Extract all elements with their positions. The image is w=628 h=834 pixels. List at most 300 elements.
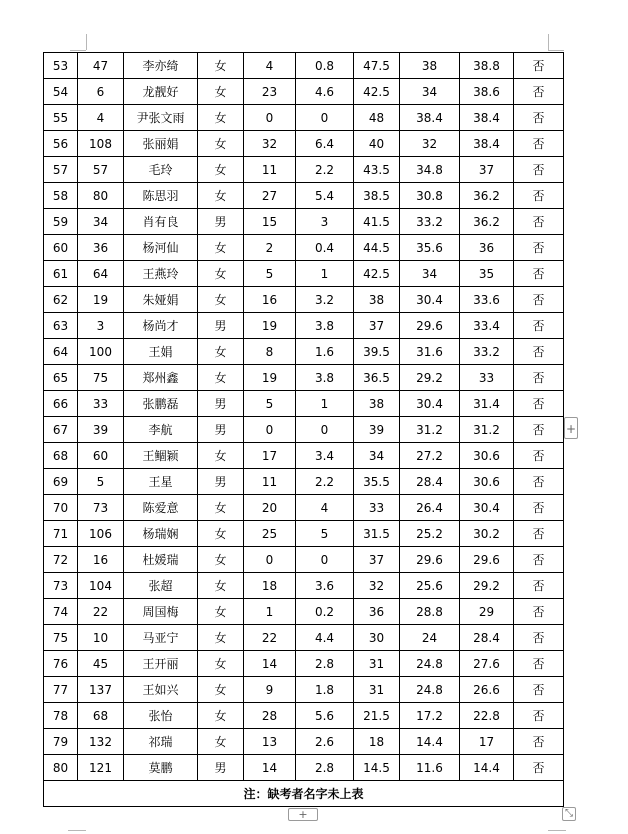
score-a-cell: 9 <box>244 677 296 703</box>
table-row <box>44 573 564 599</box>
score-a-cell: 32 <box>244 131 296 157</box>
rank-cell: 77 <box>44 677 78 703</box>
score-b-cell: 41.5 <box>354 209 400 235</box>
score-a-cell: 5 <box>244 261 296 287</box>
score-b-weighted-cell: 30.4 <box>400 287 460 313</box>
score-a-weighted-cell: 1 <box>296 391 354 417</box>
rank-cell: 79 <box>44 729 78 755</box>
exam-number-cell: 106 <box>78 521 124 547</box>
admitted-cell: 否 <box>514 521 564 547</box>
table-row <box>44 261 564 287</box>
admitted-cell: 否 <box>514 105 564 131</box>
rank-cell: 62 <box>44 287 78 313</box>
rank-cell: 59 <box>44 209 78 235</box>
exam-number-cell: 5 <box>78 469 124 495</box>
total-cell: 38.6 <box>460 79 514 105</box>
score-b-cell: 42.5 <box>354 261 400 287</box>
name-cell: 马亚宁 <box>124 625 198 651</box>
score-a-weighted-cell: 3.4 <box>296 443 354 469</box>
gender-cell: 女 <box>198 521 244 547</box>
rank-cell: 68 <box>44 443 78 469</box>
admitted-cell: 否 <box>514 677 564 703</box>
name-cell: 王如兴 <box>124 677 198 703</box>
total-cell: 36 <box>460 235 514 261</box>
admitted-cell: 否 <box>514 547 564 573</box>
rank-cell: 57 <box>44 157 78 183</box>
score-b-weighted-cell: 38.4 <box>400 105 460 131</box>
score-b-weighted-cell: 24.8 <box>400 677 460 703</box>
exam-number-cell: 4 <box>78 105 124 131</box>
score-a-cell: 14 <box>244 755 296 781</box>
rank-cell: 64 <box>44 339 78 365</box>
score-b-cell: 36.5 <box>354 365 400 391</box>
score-b-cell: 38 <box>354 287 400 313</box>
score-a-cell: 23 <box>244 79 296 105</box>
exam-number-cell: 137 <box>78 677 124 703</box>
gender-cell: 女 <box>198 547 244 573</box>
score-a-weighted-cell: 0.2 <box>296 599 354 625</box>
total-cell: 33 <box>460 365 514 391</box>
admitted-cell: 否 <box>514 651 564 677</box>
total-cell: 38.4 <box>460 105 514 131</box>
total-cell: 17 <box>460 729 514 755</box>
score-b-cell: 37 <box>354 313 400 339</box>
total-cell: 22.8 <box>460 703 514 729</box>
rank-cell: 74 <box>44 599 78 625</box>
admitted-cell: 否 <box>514 235 564 261</box>
table-row <box>44 209 564 235</box>
name-cell: 张超 <box>124 573 198 599</box>
admitted-cell: 否 <box>514 209 564 235</box>
score-a-weighted-cell: 0 <box>296 417 354 443</box>
exam-number-cell: 22 <box>78 599 124 625</box>
total-cell: 29.2 <box>460 573 514 599</box>
score-a-cell: 20 <box>244 495 296 521</box>
name-cell: 莫鹏 <box>124 755 198 781</box>
exam-number-cell: 60 <box>78 443 124 469</box>
total-cell: 29 <box>460 599 514 625</box>
score-a-cell: 27 <box>244 183 296 209</box>
exam-number-cell: 16 <box>78 547 124 573</box>
gender-cell: 女 <box>198 339 244 365</box>
score-b-cell: 31 <box>354 651 400 677</box>
table-row <box>44 313 564 339</box>
table-row <box>44 625 564 651</box>
rank-cell: 54 <box>44 79 78 105</box>
exam-number-cell: 6 <box>78 79 124 105</box>
score-a-weighted-cell: 4.4 <box>296 625 354 651</box>
score-a-weighted-cell: 2.2 <box>296 469 354 495</box>
score-b-cell: 38.5 <box>354 183 400 209</box>
score-b-weighted-cell: 14.4 <box>400 729 460 755</box>
table-row <box>44 547 564 573</box>
grade-table <box>43 52 564 807</box>
score-a-cell: 18 <box>244 573 296 599</box>
name-cell: 陈思羽 <box>124 183 198 209</box>
score-a-cell: 14 <box>244 651 296 677</box>
score-b-weighted-cell: 24 <box>400 625 460 651</box>
name-cell: 王燕玲 <box>124 261 198 287</box>
gender-cell: 男 <box>198 313 244 339</box>
total-cell: 30.4 <box>460 495 514 521</box>
gender-cell: 女 <box>198 105 244 131</box>
score-b-cell: 32 <box>354 573 400 599</box>
score-a-cell: 8 <box>244 339 296 365</box>
score-a-cell: 4 <box>244 53 296 79</box>
score-b-weighted-cell: 29.2 <box>400 365 460 391</box>
score-b-weighted-cell: 38 <box>400 53 460 79</box>
exam-number-cell: 68 <box>78 703 124 729</box>
total-cell: 30.6 <box>460 469 514 495</box>
score-a-weighted-cell: 3.8 <box>296 365 354 391</box>
total-cell: 30.2 <box>460 521 514 547</box>
score-b-weighted-cell: 28.8 <box>400 599 460 625</box>
score-b-weighted-cell: 31.2 <box>400 417 460 443</box>
score-a-weighted-cell: 3.6 <box>296 573 354 599</box>
score-b-cell: 36 <box>354 599 400 625</box>
score-a-cell: 16 <box>244 287 296 313</box>
admitted-cell: 否 <box>514 157 564 183</box>
score-a-weighted-cell: 2.6 <box>296 729 354 755</box>
note-row <box>44 781 564 807</box>
exam-number-cell: 104 <box>78 573 124 599</box>
table-body <box>44 53 564 781</box>
admitted-cell: 否 <box>514 469 564 495</box>
name-cell: 杨尚才 <box>124 313 198 339</box>
name-cell: 周国梅 <box>124 599 198 625</box>
score-b-weighted-cell: 17.2 <box>400 703 460 729</box>
admitted-cell: 否 <box>514 703 564 729</box>
score-a-cell: 17 <box>244 443 296 469</box>
score-b-cell: 47.5 <box>354 53 400 79</box>
name-cell: 张丽娟 <box>124 131 198 157</box>
table-row <box>44 599 564 625</box>
table-row <box>44 157 564 183</box>
rank-cell: 70 <box>44 495 78 521</box>
name-cell: 李亦绮 <box>124 53 198 79</box>
admitted-cell: 否 <box>514 53 564 79</box>
exam-number-cell: 75 <box>78 365 124 391</box>
add-row-button[interactable]: + <box>288 808 318 821</box>
gender-cell: 男 <box>198 417 244 443</box>
gender-cell: 女 <box>198 365 244 391</box>
score-a-cell: 13 <box>244 729 296 755</box>
score-a-cell: 28 <box>244 703 296 729</box>
score-a-cell: 5 <box>244 391 296 417</box>
exam-number-cell: 100 <box>78 339 124 365</box>
table-row <box>44 521 564 547</box>
score-b-weighted-cell: 35.6 <box>400 235 460 261</box>
score-a-cell: 19 <box>244 313 296 339</box>
admitted-cell: 否 <box>514 573 564 599</box>
rank-cell: 78 <box>44 703 78 729</box>
score-a-weighted-cell: 1.6 <box>296 339 354 365</box>
total-cell: 27.6 <box>460 651 514 677</box>
add-column-button[interactable]: + <box>564 417 578 439</box>
exam-number-cell: 73 <box>78 495 124 521</box>
rank-cell: 76 <box>44 651 78 677</box>
exam-number-cell: 19 <box>78 287 124 313</box>
rank-cell: 55 <box>44 105 78 131</box>
table-row <box>44 703 564 729</box>
table-row <box>44 755 564 781</box>
gender-cell: 女 <box>198 183 244 209</box>
table-row <box>44 183 564 209</box>
score-b-weighted-cell: 34.8 <box>400 157 460 183</box>
gender-cell: 女 <box>198 729 244 755</box>
score-b-cell: 33 <box>354 495 400 521</box>
crop-mark-top-left <box>86 34 87 50</box>
exam-number-cell: 80 <box>78 183 124 209</box>
score-a-weighted-cell: 0 <box>296 105 354 131</box>
rank-cell: 67 <box>44 417 78 443</box>
name-cell: 尹张文雨 <box>124 105 198 131</box>
name-cell: 郑州鑫 <box>124 365 198 391</box>
admitted-cell: 否 <box>514 391 564 417</box>
rank-cell: 65 <box>44 365 78 391</box>
table-row <box>44 651 564 677</box>
exam-number-cell: 33 <box>78 391 124 417</box>
gender-cell: 女 <box>198 287 244 313</box>
crop-mark-bottom-right <box>548 830 566 831</box>
score-b-cell: 18 <box>354 729 400 755</box>
gender-cell: 女 <box>198 599 244 625</box>
name-cell: 王星 <box>124 469 198 495</box>
rank-cell: 66 <box>44 391 78 417</box>
score-b-cell: 48 <box>354 105 400 131</box>
score-a-weighted-cell: 2.8 <box>296 651 354 677</box>
table-row <box>44 131 564 157</box>
score-b-cell: 42.5 <box>354 79 400 105</box>
score-b-weighted-cell: 34 <box>400 79 460 105</box>
score-a-weighted-cell: 2.8 <box>296 755 354 781</box>
total-cell: 33.4 <box>460 313 514 339</box>
total-cell: 36.2 <box>460 183 514 209</box>
table-row <box>44 53 564 79</box>
admitted-cell: 否 <box>514 261 564 287</box>
name-cell: 杨瑞娴 <box>124 521 198 547</box>
score-b-weighted-cell: 34 <box>400 261 460 287</box>
score-a-cell: 2 <box>244 235 296 261</box>
table-resize-icon[interactable]: ⤡ <box>562 807 576 821</box>
score-b-weighted-cell: 32 <box>400 131 460 157</box>
score-a-weighted-cell: 1 <box>296 261 354 287</box>
name-cell: 肖有良 <box>124 209 198 235</box>
admitted-cell: 否 <box>514 313 564 339</box>
table-row <box>44 235 564 261</box>
rank-cell: 75 <box>44 625 78 651</box>
score-b-cell: 37 <box>354 547 400 573</box>
score-b-weighted-cell: 33.2 <box>400 209 460 235</box>
score-b-cell: 39.5 <box>354 339 400 365</box>
score-a-weighted-cell: 4 <box>296 495 354 521</box>
exam-number-cell: 39 <box>78 417 124 443</box>
score-a-weighted-cell: 3.8 <box>296 313 354 339</box>
name-cell: 杨河仙 <box>124 235 198 261</box>
exam-number-cell: 10 <box>78 625 124 651</box>
gender-cell: 女 <box>198 53 244 79</box>
score-b-weighted-cell: 26.4 <box>400 495 460 521</box>
total-cell: 35 <box>460 261 514 287</box>
admitted-cell: 否 <box>514 729 564 755</box>
admitted-cell: 否 <box>514 339 564 365</box>
score-b-weighted-cell: 28.4 <box>400 469 460 495</box>
crop-mark-top-left-h <box>70 50 86 51</box>
score-a-cell: 15 <box>244 209 296 235</box>
score-b-weighted-cell: 30.4 <box>400 391 460 417</box>
score-a-weighted-cell: 0.8 <box>296 53 354 79</box>
exam-number-cell: 132 <box>78 729 124 755</box>
table-row <box>44 105 564 131</box>
gender-cell: 女 <box>198 651 244 677</box>
gender-cell: 男 <box>198 469 244 495</box>
gender-cell: 女 <box>198 443 244 469</box>
table-row <box>44 339 564 365</box>
gender-cell: 女 <box>198 495 244 521</box>
rank-cell: 72 <box>44 547 78 573</box>
table-row <box>44 495 564 521</box>
name-cell: 陈爱意 <box>124 495 198 521</box>
score-b-cell: 43.5 <box>354 157 400 183</box>
rank-cell: 69 <box>44 469 78 495</box>
crop-mark-top-right <box>548 34 549 50</box>
score-b-weighted-cell: 30.8 <box>400 183 460 209</box>
admitted-cell: 否 <box>514 495 564 521</box>
score-b-cell: 34 <box>354 443 400 469</box>
gender-cell: 女 <box>198 235 244 261</box>
table-row <box>44 417 564 443</box>
score-b-cell: 21.5 <box>354 703 400 729</box>
score-b-weighted-cell: 27.2 <box>400 443 460 469</box>
name-cell: 张怡 <box>124 703 198 729</box>
crop-mark-bottom-left <box>68 830 86 831</box>
score-a-weighted-cell: 5.6 <box>296 703 354 729</box>
admitted-cell: 否 <box>514 287 564 313</box>
rank-cell: 58 <box>44 183 78 209</box>
gender-cell: 女 <box>198 261 244 287</box>
table-row <box>44 677 564 703</box>
exam-number-cell: 47 <box>78 53 124 79</box>
table-row <box>44 287 564 313</box>
name-cell: 张鹏磊 <box>124 391 198 417</box>
score-a-weighted-cell: 5.4 <box>296 183 354 209</box>
score-b-weighted-cell: 25.6 <box>400 573 460 599</box>
rank-cell: 53 <box>44 53 78 79</box>
total-cell: 38.8 <box>460 53 514 79</box>
score-a-weighted-cell: 6.4 <box>296 131 354 157</box>
score-a-cell: 25 <box>244 521 296 547</box>
total-cell: 29.6 <box>460 547 514 573</box>
total-cell: 14.4 <box>460 755 514 781</box>
score-a-cell: 0 <box>244 417 296 443</box>
rank-cell: 63 <box>44 313 78 339</box>
gender-cell: 女 <box>198 131 244 157</box>
gender-cell: 女 <box>198 625 244 651</box>
total-cell: 31.2 <box>460 417 514 443</box>
exam-number-cell: 36 <box>78 235 124 261</box>
admitted-cell: 否 <box>514 755 564 781</box>
total-cell: 31.4 <box>460 391 514 417</box>
score-b-cell: 40 <box>354 131 400 157</box>
score-a-weighted-cell: 0 <box>296 547 354 573</box>
exam-number-cell: 3 <box>78 313 124 339</box>
rank-cell: 56 <box>44 131 78 157</box>
score-b-weighted-cell: 29.6 <box>400 547 460 573</box>
table-row <box>44 729 564 755</box>
score-a-cell: 11 <box>244 157 296 183</box>
gender-cell: 男 <box>198 391 244 417</box>
gender-cell: 女 <box>198 573 244 599</box>
score-b-weighted-cell: 31.6 <box>400 339 460 365</box>
admitted-cell: 否 <box>514 443 564 469</box>
gender-cell: 女 <box>198 677 244 703</box>
score-a-weighted-cell: 4.6 <box>296 79 354 105</box>
exam-number-cell: 64 <box>78 261 124 287</box>
table-note: 注：缺考者名字未上表 <box>44 781 564 807</box>
score-b-weighted-cell: 25.2 <box>400 521 460 547</box>
admitted-cell: 否 <box>514 131 564 157</box>
exam-number-cell: 108 <box>78 131 124 157</box>
rank-cell: 61 <box>44 261 78 287</box>
rank-cell: 60 <box>44 235 78 261</box>
score-a-weighted-cell: 3.2 <box>296 287 354 313</box>
score-a-cell: 11 <box>244 469 296 495</box>
score-a-cell: 0 <box>244 105 296 131</box>
admitted-cell: 否 <box>514 625 564 651</box>
score-b-weighted-cell: 29.6 <box>400 313 460 339</box>
admitted-cell: 否 <box>514 599 564 625</box>
gender-cell: 女 <box>198 157 244 183</box>
score-a-cell: 1 <box>244 599 296 625</box>
name-cell: 王鲴颖 <box>124 443 198 469</box>
name-cell: 王娟 <box>124 339 198 365</box>
name-cell: 毛玲 <box>124 157 198 183</box>
score-a-weighted-cell: 5 <box>296 521 354 547</box>
gender-cell: 女 <box>198 703 244 729</box>
total-cell: 33.2 <box>460 339 514 365</box>
crop-mark-top-right-h <box>548 50 564 51</box>
table-row <box>44 443 564 469</box>
score-a-weighted-cell: 1.8 <box>296 677 354 703</box>
exam-number-cell: 121 <box>78 755 124 781</box>
rank-cell: 73 <box>44 573 78 599</box>
score-b-cell: 30 <box>354 625 400 651</box>
table-row <box>44 391 564 417</box>
name-cell: 朱娅娟 <box>124 287 198 313</box>
rank-cell: 80 <box>44 755 78 781</box>
score-a-weighted-cell: 0.4 <box>296 235 354 261</box>
score-a-cell: 22 <box>244 625 296 651</box>
admitted-cell: 否 <box>514 183 564 209</box>
total-cell: 30.6 <box>460 443 514 469</box>
exam-number-cell: 45 <box>78 651 124 677</box>
score-b-cell: 38 <box>354 391 400 417</box>
score-a-cell: 0 <box>244 547 296 573</box>
total-cell: 36.2 <box>460 209 514 235</box>
score-b-weighted-cell: 24.8 <box>400 651 460 677</box>
admitted-cell: 否 <box>514 79 564 105</box>
rank-cell: 71 <box>44 521 78 547</box>
score-a-weighted-cell: 3 <box>296 209 354 235</box>
score-a-weighted-cell: 2.2 <box>296 157 354 183</box>
gender-cell: 男 <box>198 209 244 235</box>
admitted-cell: 否 <box>514 365 564 391</box>
name-cell: 龙靓好 <box>124 79 198 105</box>
total-cell: 37 <box>460 157 514 183</box>
score-a-cell: 19 <box>244 365 296 391</box>
table-row <box>44 79 564 105</box>
name-cell: 祁瑞 <box>124 729 198 755</box>
